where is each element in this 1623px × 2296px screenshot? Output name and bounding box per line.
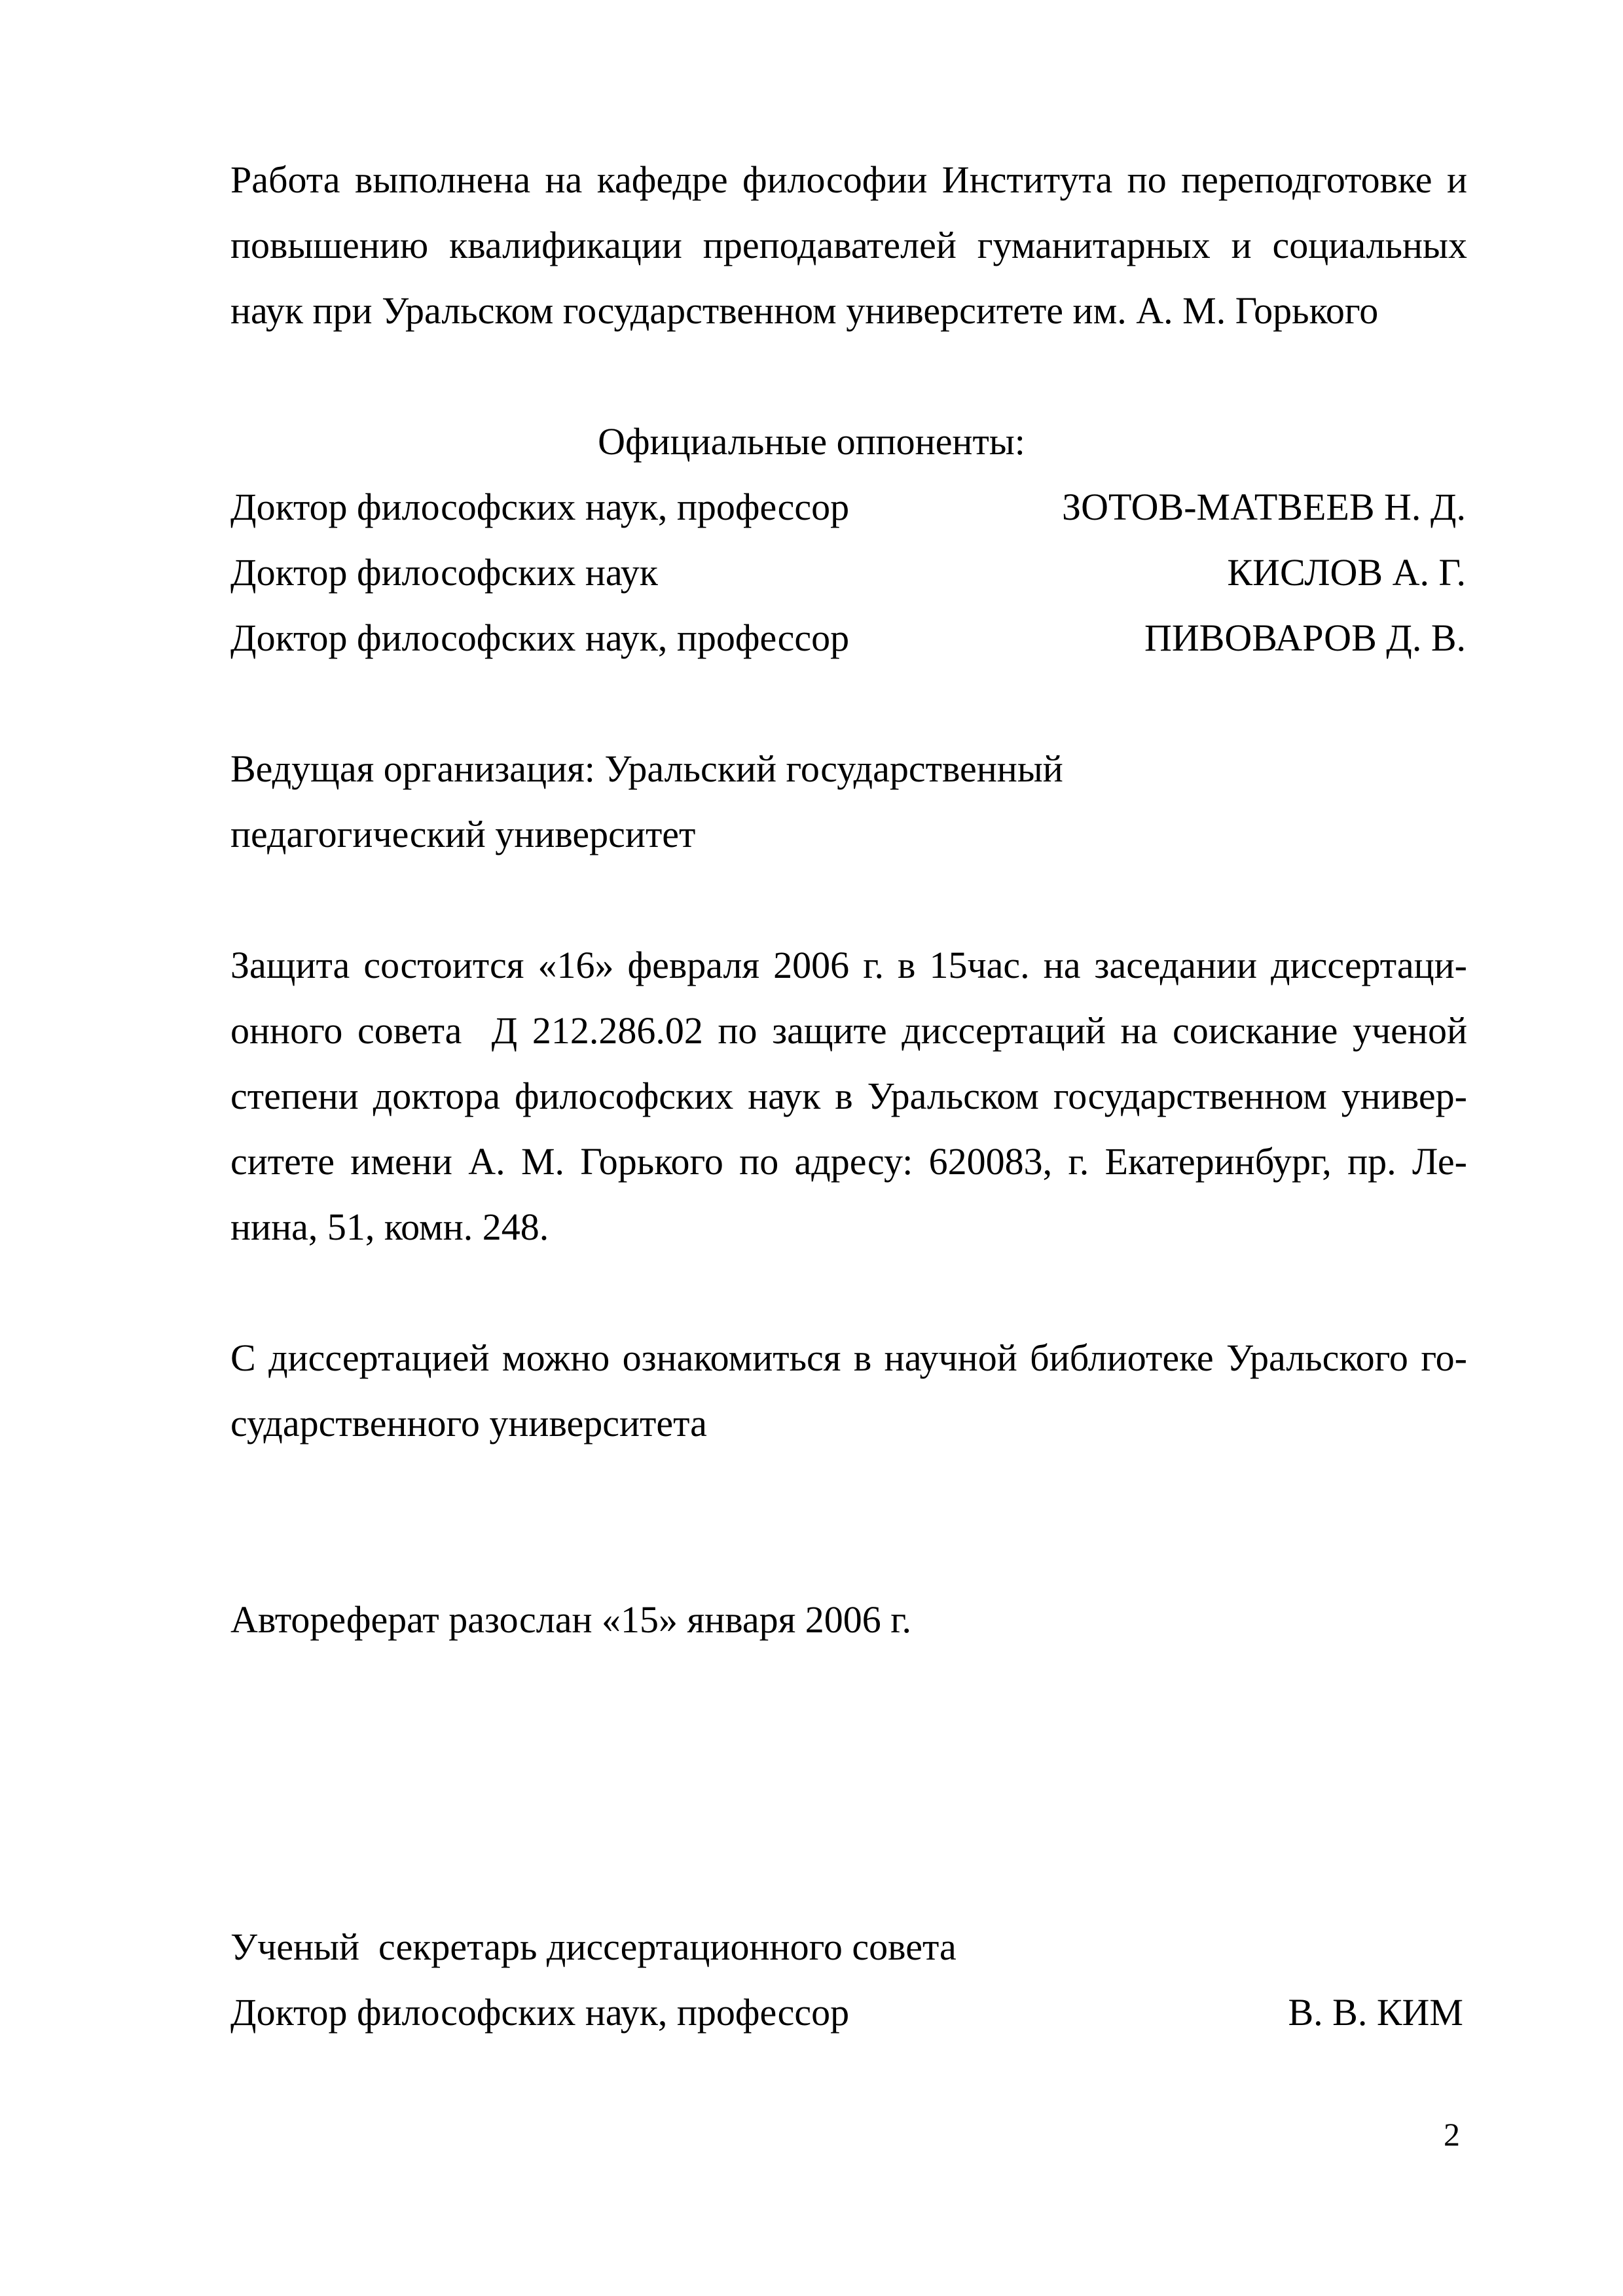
defense-line-1: Защита состоится «16» февраля 2006 г. в 15час. на заседании диссертаци- xyxy=(230,944,1467,986)
leading-org-line-2: педагогический университет xyxy=(230,813,696,855)
leading-org-line-1: Ведущая организация: Уральский государственный xyxy=(230,747,1063,790)
page-number: 2 xyxy=(1444,2116,1460,2153)
opponent-2-title: Доктор философских наук xyxy=(230,551,658,594)
secretary-title: Доктор философских наук, профессор xyxy=(230,1991,850,2034)
defense-line-3: степени доктора философских наук в Уральском государственном универ- xyxy=(230,1075,1467,1117)
library-line-2: сударственного университета xyxy=(230,1402,707,1444)
defense-line-2: онного совета Д 212.286.02 по защите диссертаций на соискание ученой xyxy=(230,1009,1467,1052)
intro-line-1: Работа выполнена на кафедре философии Института по переподготовке и xyxy=(230,158,1467,201)
library-line-1: С диссертацией можно ознакомиться в научной библиотеке Уральского го- xyxy=(230,1336,1467,1379)
abstract-sent-date: Автореферат разослан «15» января 2006 г. xyxy=(230,1598,912,1641)
opponent-3-name: ПИВОВАРОВ Д. В. xyxy=(1144,617,1466,659)
intro-line-2: повышению квалификации преподавателей гуманитарных и социальных xyxy=(230,224,1467,266)
opponent-1-title: Доктор философских наук, профессор xyxy=(230,486,850,528)
defense-line-4: ситете имени А. М. Горького по адресу: 620083, г. Екатеринбург, пр. Ле- xyxy=(230,1140,1467,1183)
opponent-3-title: Доктор философских наук, профессор xyxy=(230,617,850,659)
opponent-1-name: ЗОТОВ-МАТВЕЕВ Н. Д. xyxy=(1062,486,1466,528)
intro-line-3: наук при Уральском государственном университете им. А. М. Горького xyxy=(230,289,1379,332)
opponent-2-name: КИСЛОВ А. Г. xyxy=(1227,551,1466,594)
secretary-name: В. В. КИМ xyxy=(1288,1991,1463,2034)
secretary-line-1: Ученый секретарь диссертационного совета xyxy=(230,1926,957,1968)
opponents-heading: Официальные оппоненты: xyxy=(598,420,1025,463)
defense-line-5: нина, 51, комн. 248. xyxy=(230,1206,549,1248)
